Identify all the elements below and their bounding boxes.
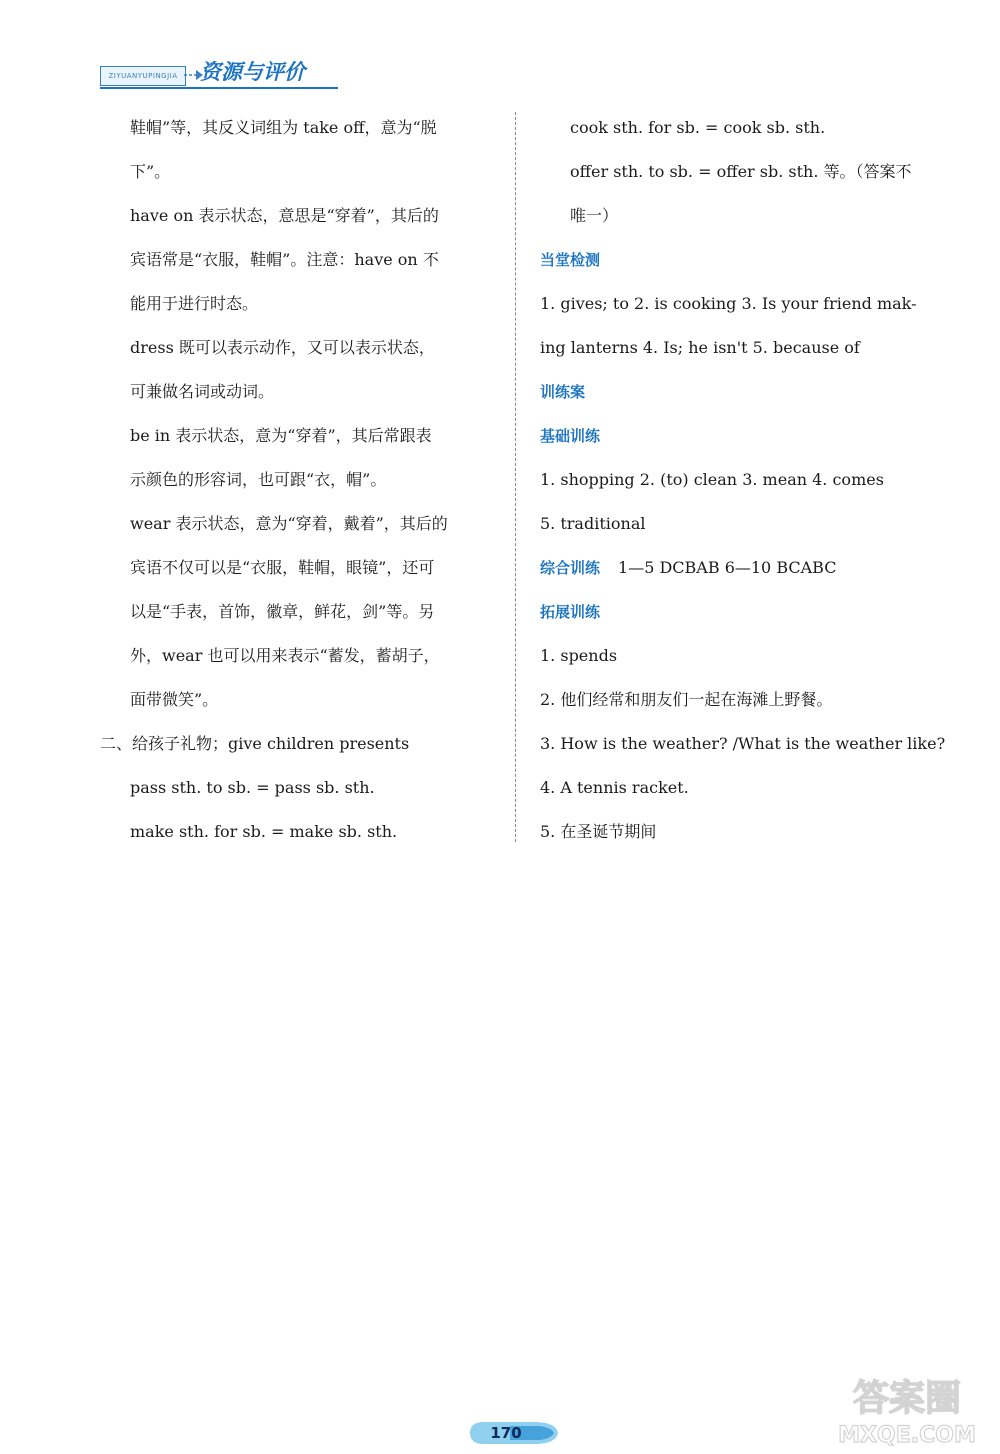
text-line: ing lanterns 4. Is; he isn't 5. because of [540,338,860,357]
section-heading-zonghe [540,546,940,590]
item-two-heading: 二、给孩子礼物；give children presents [100,734,410,753]
text-line: be in 表示状态，意为“穿着”，其后常跟表 [130,426,432,445]
text-line: 面带微笑”。 [130,690,219,709]
text-line: 1. spends [540,646,618,665]
text-line: 5. traditional [540,514,646,533]
text-line: 宾语常是“衣服，鞋帽”。注意：have on 不 [130,250,439,269]
section-heading-jichu: 基础训练 [540,427,601,445]
text-line: dress 既可以表示动作，又可以表示状态， [130,338,435,357]
section-heading-tuozhan: 拓展训练 [540,603,601,621]
text-line: 外，wear 也可以用来表示“蓄发，蓄胡子， [130,646,440,665]
text-line: 能用于进行时态。 [130,294,259,313]
text-line: offer sth. to sb. = offer sb. sth. 等。（答案不 [570,162,912,181]
page-number: 170 [490,1424,522,1442]
watermark-top: 答案圈 [852,1378,962,1419]
text-line: 4. A tennis racket. [540,778,689,797]
left-column [100,106,492,854]
section-heading-zonghe-label: 综合训练 [540,559,601,577]
column-divider [515,112,516,842]
header-pinyin: ZIYUANYUPINGJIA [100,66,186,86]
zonghe-answer: 1—5 DCBAB 6—10 BCABC [618,558,837,577]
page-number-badge [470,1420,560,1446]
text-line: 以是“手表，首饰，徽章，鲜花，剑”等。另 [130,602,435,621]
text-line: make sth. for sb. = make sb. sth. [130,822,398,841]
text-line: 2. 他们经常和朋友们一起在海滩上野餐。 [540,690,833,709]
text-line: 示颜色的形容词，也可跟“衣，帽”。 [130,470,387,489]
text-line: 5. 在圣诞节期间 [540,822,657,841]
watermark-logo [822,1368,992,1448]
watermark-bottom: MXQE.COM [838,1423,976,1448]
text-line: have on 表示状态，意思是“穿着”，其后的 [130,206,439,225]
header-title: 资源与评价 [200,60,305,84]
text-line: 1. gives; to 2. is cooking 3. Is your friend mak- [540,294,917,313]
section-heading-xunlian: 训练案 [540,383,586,401]
text-line: 3. How is the weather? /What is the weather like? [540,734,946,753]
text-line: 可兼做名词或动词。 [130,382,275,401]
header-underline [100,87,338,89]
text-line: 1. shopping 2. (to) clean 3. mean 4. comes [540,470,884,489]
text-line: 唯一） [570,206,619,225]
text-line: 宾语不仅可以是“衣服，鞋帽，眼镜”，还可 [130,558,435,577]
text-line: cook sth. for sb. = cook sb. sth. [570,118,826,137]
section-heading-dangtang: 当堂检测 [540,251,601,269]
header-logo [100,58,340,92]
right-column [540,106,946,854]
text-line: 鞋帽”等，其反义词组为 take off，意为“脱 [130,118,437,137]
text-line: pass sth. to sb. = pass sb. sth. [130,778,375,797]
text-line: wear 表示状态，意为“穿着，戴着”，其后的 [130,514,448,533]
text-line: 下”。 [130,162,171,181]
